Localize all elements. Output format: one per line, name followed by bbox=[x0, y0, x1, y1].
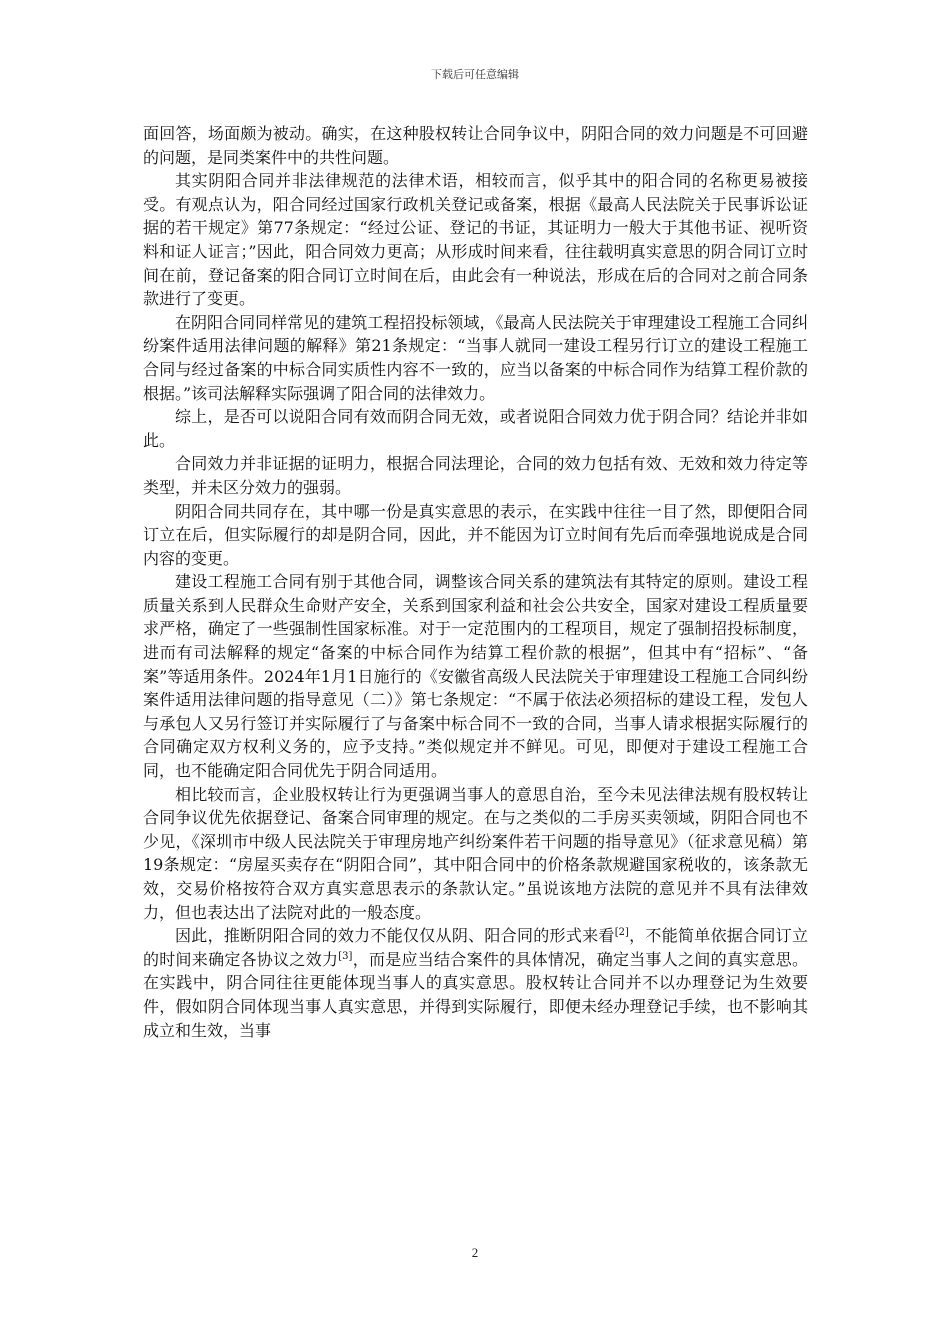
document-body bbox=[143, 122, 808, 1042]
paragraph-text: ，不能简单依据合同订立的时间来确定各协议之效力 bbox=[143, 926, 808, 969]
paragraph: 阴阳合同共同存在，其中哪一份是真实意思的表示，在实践中往往一目了然，即便阳合同订立在后，但实际履行的却是阴合同，因此，并不能因为订立时间有先后而牵强地说成是合同内容的变更。 bbox=[143, 501, 808, 568]
citation-ref: [3] bbox=[338, 950, 353, 962]
paragraph: 其实阴阳合同并非法律规范的法律术语，相较而言，似乎其中的阳合同的名称更易被接受。有观点认为，阳合同经过国家行政机关登记或备案，根据《最高人民法院关于民事诉讼证据的若干规定》第77条规定：“经过公证、登记的书证，其证明力一般大于其他书证、视听资料和证人证言；”因此，阳合同效力更高；从形成时间来看，往往载明真实意思的阴合同订立时间在前，登记备案的阳合同订立时间在后，由此会有一种说法，形成在后的合同对之前合同条款进行了变更。 bbox=[143, 171, 808, 309]
paragraph: 在阴阳合同同样常见的建筑工程招投标领域，《最高人民法院关于审理建设工程施工合同纠纷案件适用法律问题的解释》第21条规定：“当事人就同一建设工程另行订立的建设工程施工合同与经过备案的中标合同实质性内容不一致的，应当以备案的中标合同作为结算工程价款的根据。”该司法解释实际强调了阳合同的法律效力。 bbox=[143, 312, 808, 403]
paragraph: 相比较而言，企业股权转让行为更强调当事人的意思自治，至今未见法律法规有股权转让合同争议优先依据登记、备案合同审理的规定。在与之类似的二手房买卖领域，阴阳合同也不少见，《深圳市中级人民法院关于审理房地产纠纷案件若干问题的指导意见》（征求意见稿）第19条规定：“房屋买卖存在“阴阳合同”，其中阳合同中的价格条款规避国家税收的，该条款无效，交易价格按符合双方真实意思表示的条款认定。”虽说该地方法院的意见并不具有法律效力，但也表达出了法院对此的一般态度。 bbox=[143, 784, 808, 922]
paragraph: 综上，是否可以说阳合同有效而阴合同无效，或者说阳合同效力优于阴合同？结论并非如此。 bbox=[143, 407, 808, 450]
paragraph: 建设工程施工合同有别于其他合同，调整该合同关系的建筑法有其特定的原则。建设工程质量关系到人民群众生命财产安全，关系到国家利益和社会公共安全，国家对建设工程质量要求严格，确定了一些强制性国家标准。对于一定范围内的工程项目，规定了强制招投标制度，进而有司法解释的规定“备案的中标合同作为结算工程价款的根据”，但其中有“招标”、“备案”等适用条件。2024年1月1日施行的《安徽省高级人民法院关于审理建设工程施工合同纠纷案件适用法律问题的指导意见（二）》第七条规定：“不属于依法必须招标的建设工程，发包人与承包人又另行签订并实际履行了与备案中标合同不一致的合同，当事人请求根据实际履行的合同确定双方权利义务的，应予支持。”类似规定并不鲜见。可见，即便对于建设工程施工合同，也不能确定阳合同优先于阴合同适用。 bbox=[143, 572, 808, 781]
paragraph-text: 因此，推断阴阳合同的效力不能仅仅从阴、阳合同的形式来看 bbox=[175, 926, 615, 946]
page-header: 下载后可任意编辑 bbox=[431, 68, 519, 81]
citation-ref: [2] bbox=[614, 927, 629, 939]
paragraph-text: ，而是应当结合案件的具体情况，确定当事人之间的真实意思。在实践中，阴合同往往更能体现当事人的真实意思。股权转让合同并不以办理登记为生效要件，假如阴合同体现当事人真实意思，并得到实际履行，即便未经办理登记手续，也不影响其成立和生效，当事 bbox=[143, 949, 808, 1040]
paragraph: 面回答，场面颇为被动。确实，在这种股权转让合同争议中，阴阳合同的效力问题是不可回避的问题，是同类案件中的共性问题。 bbox=[143, 124, 808, 167]
paragraph: 合同效力并非证据的证明力，根据合同法理论，合同的效力包括有效、无效和效力待定等类型，并未区分效力的强弱。 bbox=[143, 454, 808, 497]
paragraph-with-citations bbox=[143, 924, 808, 1042]
page-number: 2 bbox=[471, 1245, 479, 1260]
